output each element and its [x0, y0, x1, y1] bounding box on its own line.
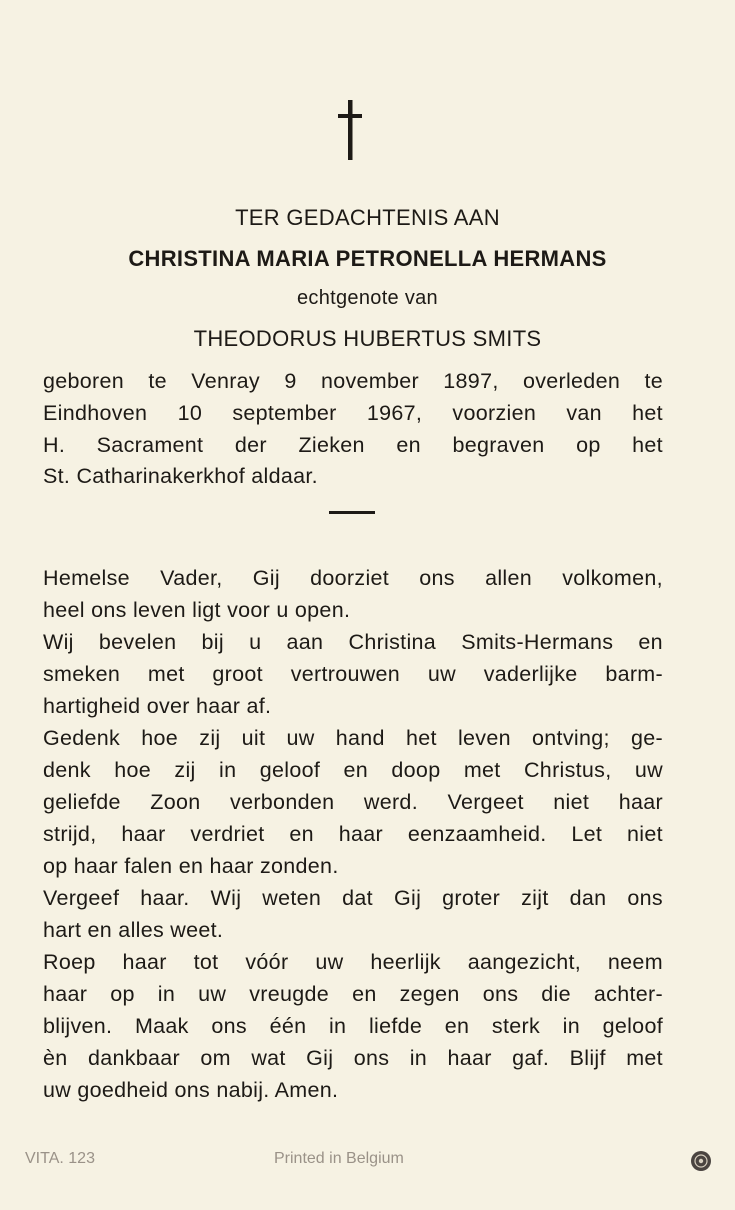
word: doorziet [310, 566, 390, 590]
prayer-line [43, 882, 663, 914]
word: liefde [368, 1014, 423, 1038]
word: haar. [140, 886, 190, 910]
word: bij [201, 630, 224, 654]
word: vreugde [249, 982, 330, 1006]
word: voorzien [452, 401, 537, 425]
word: te [644, 369, 663, 393]
word: dan [569, 886, 607, 910]
word: zij [174, 758, 196, 782]
word: zijt [521, 886, 549, 910]
word: doop [391, 758, 441, 782]
prayer-line: heel ons leven ligt voor u open. [43, 598, 351, 622]
word: verdriet [190, 822, 265, 846]
prayer-line [43, 722, 663, 754]
word: om [200, 1046, 231, 1070]
word: Venray [191, 369, 260, 393]
word: smeken [43, 662, 121, 686]
word: werd. [363, 790, 418, 814]
word: Maak [134, 1014, 189, 1038]
word: hand [335, 726, 385, 750]
word: geboren [43, 369, 125, 393]
word: uw [198, 982, 227, 1006]
prayer-line: hart en alles weet. [43, 918, 224, 942]
prayer-line [43, 786, 663, 818]
word: één [269, 1014, 307, 1038]
word: geloof [259, 758, 321, 782]
word: Vader, [160, 566, 223, 590]
word: eenzaamheid. [407, 822, 547, 846]
word: met [147, 662, 185, 686]
word: verbonden [230, 790, 335, 814]
word: haar [122, 950, 167, 974]
prayer-line [43, 658, 663, 690]
prayer-line: hartigheid over haar af. [43, 694, 272, 718]
word: Christus, [523, 758, 612, 782]
word: vaderlijke [483, 662, 578, 686]
word: in [562, 1014, 580, 1038]
word: Sacrament [96, 433, 204, 457]
word: november [320, 369, 419, 393]
word: op [110, 982, 135, 1006]
word: en [396, 433, 421, 457]
word: begraven [452, 433, 545, 457]
biography-last-line: St. Catharinakerkhof aldaar. [43, 464, 318, 488]
word: bevelen [98, 630, 177, 654]
cross-icon [335, 100, 365, 160]
prayer-line [43, 626, 663, 658]
word: haar [447, 1046, 492, 1070]
word: Gij [306, 1046, 334, 1070]
word: niet [627, 822, 663, 846]
word: Smits-Hermans [461, 630, 614, 654]
word: zij [199, 726, 221, 750]
word: gaf. [512, 1046, 550, 1070]
word: overleden [522, 369, 621, 393]
word: aangezicht, [467, 950, 582, 974]
deceased-name: CHRISTINA MARIA PETRONELLA HERMANS [128, 246, 607, 271]
word: èn [43, 1046, 68, 1070]
prayer-line [43, 1010, 663, 1042]
word: aan [286, 630, 324, 654]
word: achter- [593, 982, 663, 1006]
prayer-line [43, 978, 663, 1010]
word: ons [627, 886, 663, 910]
word: 10 [177, 401, 203, 425]
word: barm- [605, 662, 663, 686]
word: haar [43, 982, 88, 1006]
word: met [463, 758, 501, 782]
word: te [148, 369, 167, 393]
prayer-line [43, 1042, 663, 1074]
word: niet [553, 790, 590, 814]
word: Gedenk [43, 726, 121, 750]
word: haar [618, 790, 663, 814]
word: Vergeef [43, 886, 120, 910]
word: strijd, [43, 822, 97, 846]
word: dat [342, 886, 373, 910]
word: volkomen, [562, 566, 663, 590]
word: ontving; [532, 726, 610, 750]
memorial-heading: TER GEDACHTENIS AAN [235, 205, 500, 230]
word: Blijf [569, 1046, 606, 1070]
prayer-line [43, 946, 663, 978]
word: Zoon [150, 790, 201, 814]
card-code: VITA. 123 [25, 1150, 95, 1167]
word: vertrouwen [290, 662, 401, 686]
word: Hemelse [43, 566, 130, 590]
word: neem [607, 950, 663, 974]
word: sterk [491, 1014, 540, 1038]
word: Eindhoven [43, 401, 148, 425]
word: Wij [210, 886, 242, 910]
word: H. [43, 433, 66, 457]
word: 1967, [366, 401, 423, 425]
word: en [352, 982, 377, 1006]
word: ons [482, 982, 519, 1006]
word: groot [212, 662, 263, 686]
word: uw [286, 726, 315, 750]
word: vóór [245, 950, 289, 974]
word: op [576, 433, 601, 457]
word: denk [43, 758, 91, 782]
relation-text: echtgenote van [297, 287, 438, 309]
word: het [405, 726, 437, 750]
word: heerlijk [370, 950, 441, 974]
biography-line [43, 429, 663, 461]
word: in [409, 1046, 428, 1070]
divider-rule [329, 511, 375, 514]
word: in [219, 758, 237, 782]
word: uw [315, 950, 344, 974]
word: Roep [43, 950, 96, 974]
prayer-line: uw goedheid ons nabij. Amen. [43, 1078, 339, 1102]
word: en [444, 1014, 470, 1038]
word: 9 [284, 369, 297, 393]
word: het [632, 401, 663, 425]
word: hoe [141, 726, 179, 750]
word: blijven. [43, 1014, 113, 1038]
word: uit [241, 726, 266, 750]
word: haar [338, 822, 383, 846]
word: in [328, 1014, 347, 1038]
word: Let [571, 822, 603, 846]
word: groter [442, 886, 501, 910]
word: uw [634, 758, 663, 782]
word: Gij [393, 886, 422, 910]
word: leven [457, 726, 511, 750]
prayer-line [43, 562, 663, 594]
word: met [626, 1046, 663, 1070]
word: haar [121, 822, 166, 846]
word: geliefde [43, 790, 121, 814]
word: en [343, 758, 369, 782]
word: der [234, 433, 267, 457]
word: uw [427, 662, 456, 686]
word: ons [211, 1014, 247, 1038]
word: allen [485, 566, 532, 590]
prayer-line [43, 754, 663, 786]
word: Wij [43, 630, 74, 654]
prayer-line [43, 818, 663, 850]
word: zegen [399, 982, 460, 1006]
word: hoe [114, 758, 151, 782]
word: weten [262, 886, 322, 910]
biography-line [43, 365, 663, 397]
word: ons [419, 566, 455, 590]
printer-seal-icon [690, 1150, 712, 1172]
word: en [289, 822, 314, 846]
printed-in-text: Printed in Belgium [274, 1150, 404, 1167]
word: Zieken [298, 433, 365, 457]
word: Christina [348, 630, 437, 654]
word: die [541, 982, 571, 1006]
word: van [566, 401, 602, 425]
word: in [157, 982, 176, 1006]
word: geloof [602, 1014, 663, 1038]
word: september [232, 401, 337, 425]
word: u [249, 630, 262, 654]
word: het [632, 433, 663, 457]
spouse-name: THEODORUS HUBERTUS SMITS [193, 326, 542, 351]
word: Vergeet [447, 790, 524, 814]
word: dankbaar [87, 1046, 180, 1070]
word: ons [353, 1046, 390, 1070]
word: wat [251, 1046, 286, 1070]
word: ge- [630, 726, 663, 750]
word: tot [193, 950, 219, 974]
word: 1897, [443, 369, 499, 393]
word: Gij [252, 566, 280, 590]
word: en [638, 630, 663, 654]
biography-line [43, 397, 663, 429]
prayer-line: op haar falen en haar zonden. [43, 854, 339, 878]
